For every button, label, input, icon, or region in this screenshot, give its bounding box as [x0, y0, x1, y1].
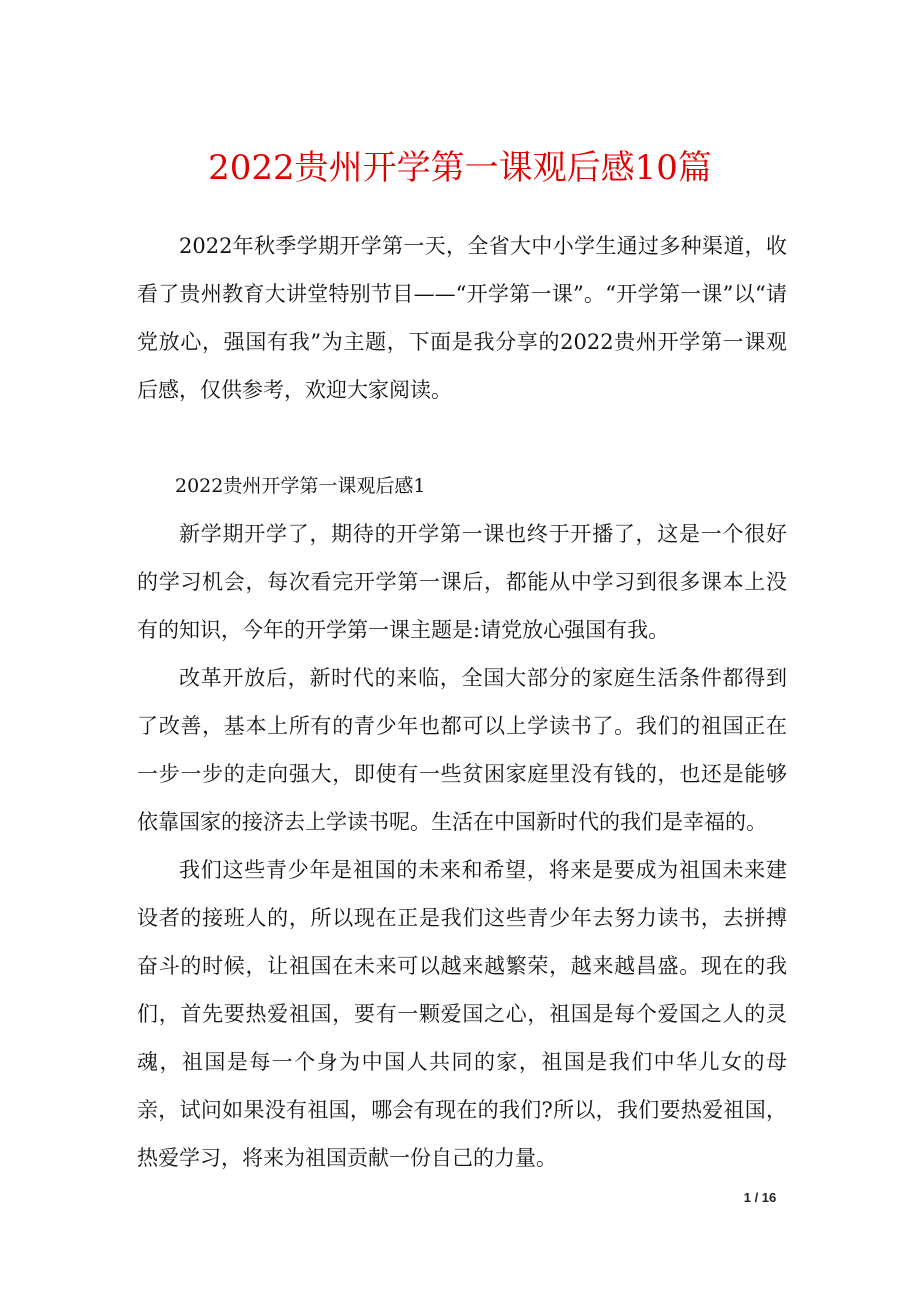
document-body — [137, 222, 787, 1182]
intro-paragraph: 2022年秋季学期开学第一天，全省大中小学生通过多种渠道，收看了贵州教育大讲堂特别节目——“开学第一课”。“开学第一课”以“请党放心，强国有我”为主题，下面是我分享的2022贵州开学第一课观后感，仅供参考，欢迎大家阅读。 — [137, 234, 787, 402]
document-title: 2022贵州开学第一课观后感10篇 — [208, 148, 712, 188]
section-heading: 2022贵州开学第一课观后感1 — [175, 475, 426, 497]
body-paragraph-3: 我们这些青少年是祖国的未来和希望，将来是要成为祖国未来建设者的接班人的，所以现在正是我们这些青少年去努力读书，去拼搏奋斗的时候，让祖国在未来可以越来越繁荣，越来越昌盛。现在的我们，首先要热爱祖国，要有一颗爱国之心，祖国是每个爱国之人的灵魂，祖国是每一个身为中国人共同的家，祖国是我们中华儿女的母亲，试问如果没有祖国，哪会有现在的我们?所以，我们要热爱祖国，热爱学习，将来为祖国贡献一份自己的力量。 — [137, 858, 787, 1170]
page-number: 1 / 16 — [743, 1190, 777, 1205]
body-paragraph-1: 新学期开学了，期待的开学第一课也终于开播了，这是一个很好的学习机会，每次看完开学第一课后，都能从中学习到很多课本上没有的知识，今年的开学第一课主题是:请党放心强国有我。 — [137, 522, 787, 642]
body-paragraph-2: 改革开放后，新时代的来临，全国大部分的家庭生活条件都得到了改善，基本上所有的青少年也都可以上学读书了。我们的祖国正在一步一步的走向强大，即使有一些贫困家庭里没有钱的，也还是能够依靠国家的接济去上学读书呢。生活在中国新时代的我们是幸福的。 — [137, 666, 787, 834]
